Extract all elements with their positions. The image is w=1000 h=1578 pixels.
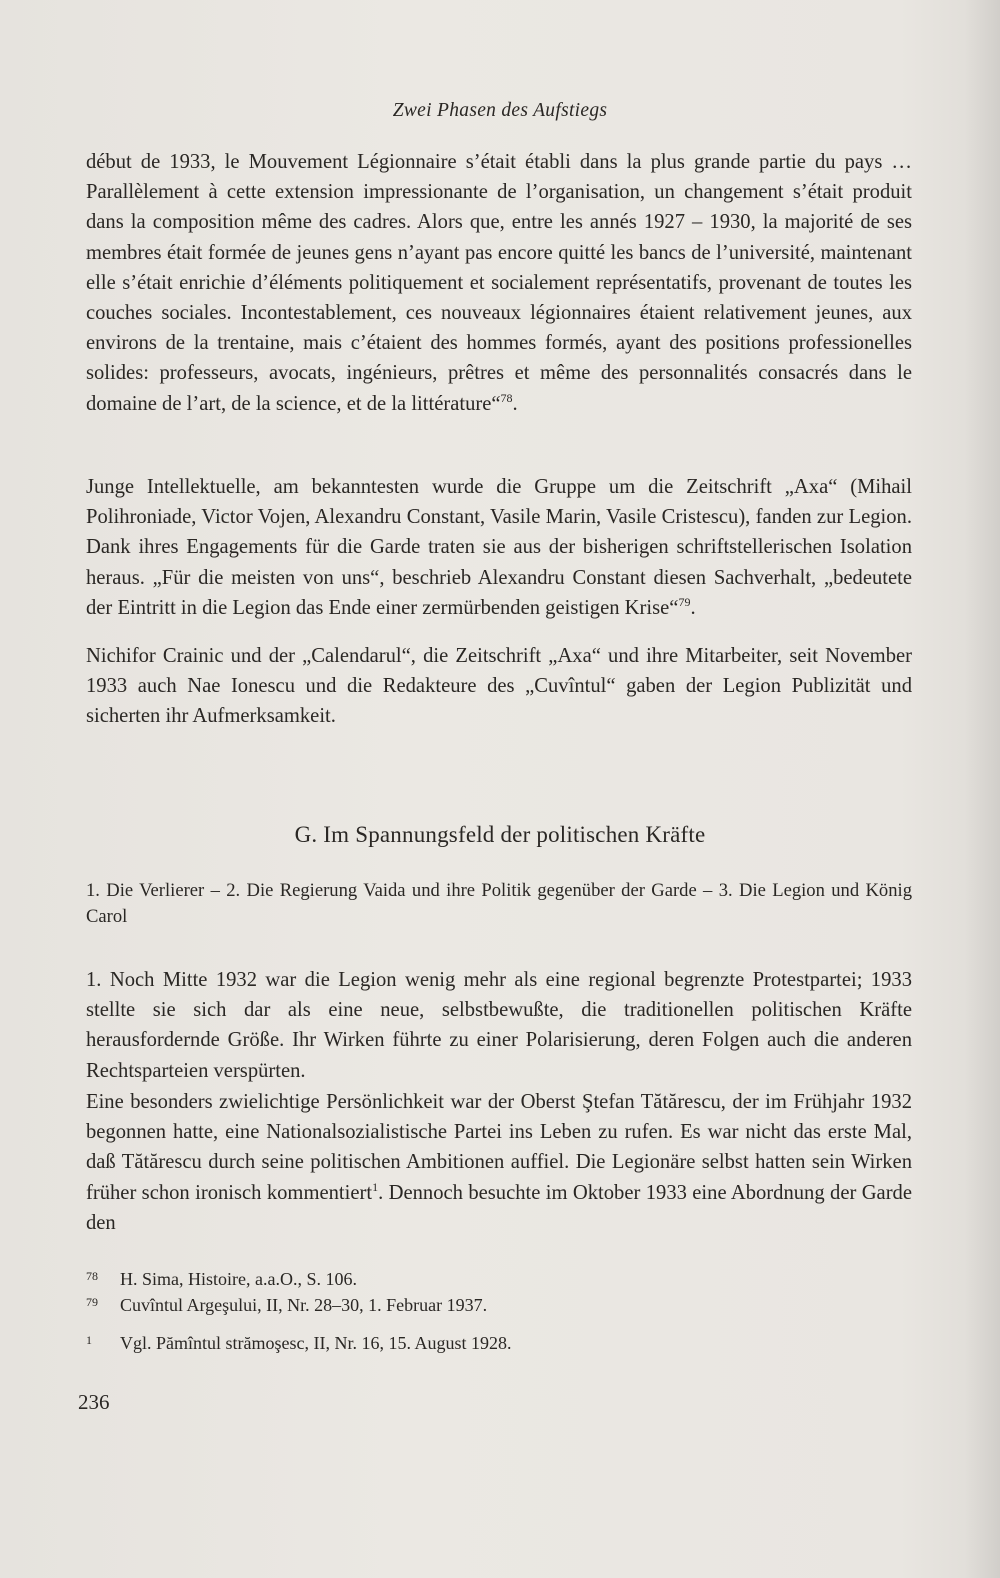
footnote-mark: 79 <box>86 1295 98 1309</box>
footnote-mark: 1 <box>86 1333 92 1347</box>
section-second-text: Eine besonders zwielichtige Persönlichkeit war der Oberst Ştefan Tătărescu, der im Frühjahr 1932 begonnen hatte, eine Nationalsozialistische Partei ins Leben zu rufen. Es war nicht das erste Mal, daß Tătărescu durch seine politischen Ambitionen auffiel. Die Legionäre selbst hatten sein Wirken früher schon ironisch kommentiert <box>86 1091 912 1204</box>
intellectuals-end: . <box>690 596 696 619</box>
footnote-text: Cuvîntul Argeşului, II, Nr. 28–30, 1. Februar 1937. <box>120 1295 488 1315</box>
running-head: Zwei Phasen des Aufstiegs <box>392 100 608 121</box>
intellectuals-text: Junge Intellektuelle, am bekanntesten wurde die Gruppe um die Zeitschrift „Axa“ (Mihail Polihroniade, Victor Vojen, Alexandru Constant, Vasile Marin, Vasile Cristescu), fanden zur Legion. Dank ihres Engagements für die Garde traten sie aus der bisherigen schriftstellerischen Isolation heraus. „Für die meisten von uns“, beschrieb Alexandru Constant diesen Sachverhalt, „bedeutete der Eintritt in die Legion das Ende einer zermürbenden geistigen Krise“ <box>86 476 912 619</box>
footnote-78 <box>86 1266 912 1292</box>
crainic-text: Nichifor Crainic und der „Calendarul“, die Zeitschrift „Axa“ und ihre Mitarbeiter, seit November 1933 auch Nae Ionescu und die Redakteure des „Cuvîntul“ gaben der Legion Publizität und sicherten ihr Aufmerksamkeit. <box>86 645 912 728</box>
footnote-1 <box>86 1330 912 1356</box>
footnote-ref-1: 1 <box>372 1179 379 1194</box>
quote-end: . <box>512 392 518 415</box>
section-contents: 1. Die Verlierer – 2. Die Regierung Vaida und ihre Politik gegenüber der Garde – 3. Die Legion und König Carol <box>86 880 912 927</box>
crainic-paragraph <box>86 641 912 732</box>
section-second-paragraph <box>86 1087 912 1238</box>
footnote-text: Vgl. Pămîntul strămoşesc, II, Nr. 16, 15. August 1928. <box>120 1333 512 1353</box>
footnote-79 <box>86 1292 912 1318</box>
intellectuals-paragraph <box>86 472 912 623</box>
footnote-text: H. Sima, Histoire, a.a.O., S. 106. <box>120 1269 357 1289</box>
page-number: 236 <box>78 1390 110 1414</box>
page-edge-shadow <box>964 0 1000 1578</box>
quote-text: début de 1933, le Mouvement Légionnaire s’était établi dans la plus grande partie du pays … Parallèlement à cette extension impressionante de l’organisation, un changement s’était produit dans la composition même des cadres. Alors que, entre les annés 1927 – 1930, la majorité de ses membres était formée de jeunes gens n’ayant pas encore quitté les bancs de l’université, maintenant elle s’était enrichie d’éléments politiquement et socialement représentatifs, provenant de toutes les couches sociales. Incontestablement, ces nouveaux légionnaires étaient relativement jeunes, aux environs de la trentaine, mais c’étaient des hommes formés, ayant des positions professionelles solides: professeurs, avocats, ingénieurs, prêtres et même des personnalités consacrés dans le domaine de l’art, de la science, et de la littérature“ <box>86 151 912 415</box>
footnote-mark: 78 <box>86 1269 98 1283</box>
section-first-paragraph <box>86 965 912 1086</box>
footnote-ref-78: 78 <box>500 390 513 405</box>
footnotes <box>86 1266 912 1356</box>
section-first-text: 1. Noch Mitte 1932 war die Legion wenig mehr als eine regional begrenzte Protestpartei; 1933 stellte sie sich dar als eine neue, selbstbewußte, die traditionellen politischen Kräfte herausfordernde Größe. Ihr Wirken führte zu einer Polarisierung, deren Folgen auch die anderen Rechtsparteien verspürten. <box>86 969 912 1082</box>
quote-continuation-paragraph <box>86 147 912 419</box>
section-heading: G. Im Spannungsfeld der politischen Kräfte <box>294 822 706 847</box>
footnote-ref-79: 79 <box>678 594 691 609</box>
section-second-rest: . Dennoch besuchte im Oktober 1933 eine Abordnung der Garde den <box>86 1181 912 1234</box>
